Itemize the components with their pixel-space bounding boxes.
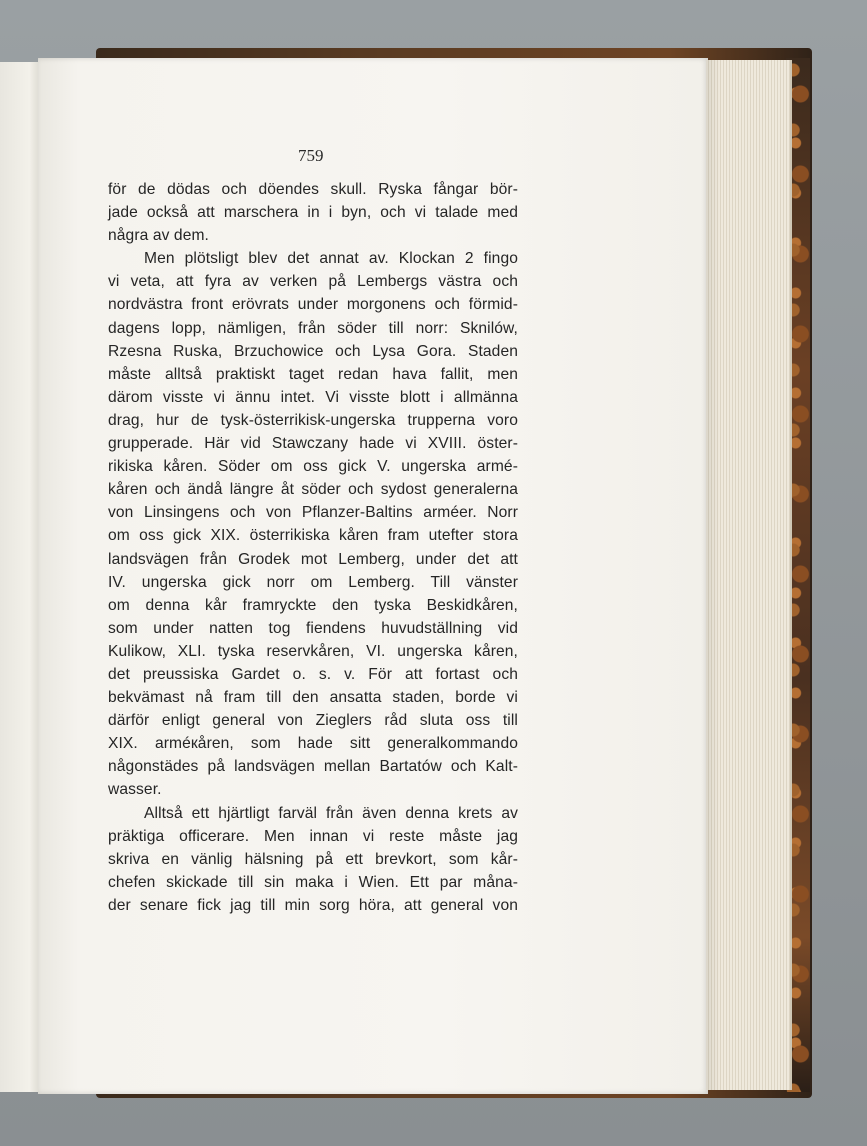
body-text (108, 178, 518, 917)
text-line: der senare fick jag till min sorg höra, att general von (108, 896, 518, 914)
text-line: präktiga officerare. Men innan vi reste måste jag (108, 827, 518, 845)
text-line: måste alltså praktiskt taget redan hava fallit, men (108, 365, 518, 383)
text-line: wasser. (108, 781, 162, 799)
text-line: Kulikow, XLI. tyska reservkåren, VI. ungerska kåren, (108, 642, 518, 660)
text-line: von Linsingens och von Pflanzer-Baltins arméer. Norr (108, 504, 518, 522)
text-line: Alltså ett hjärtligt farväl från även denna krets av (144, 804, 518, 822)
page-gutter-shade (706, 60, 720, 1090)
text-line: jade också att marschera in i byn, och vi talade med (108, 204, 518, 222)
text-line: för de dödas och döendes skull. Ryska fångar bör- (108, 181, 518, 198)
text-line: XIX. arméкåren, som hade sitt generalkommando (108, 735, 518, 753)
text-line: landsvägen från Grodek mot Lemberg, under det att (108, 550, 518, 568)
text-line: därom visste vi ännu intet. Vi visste blott i allmänna (108, 388, 518, 406)
text-line: rikiska kåren. Söder om oss gick V. ungerska armé- (108, 458, 518, 476)
text-line: skriva en vänlig hälsning på ett brevkort, som kår- (108, 850, 518, 868)
text-line: kåren och ändå längre åt söder och sydost generalerna (108, 481, 518, 499)
left-page-edge (0, 62, 43, 1092)
text-line: Rzesna Ruska, Brzuchowice och Lysa Gora. Staden (108, 342, 518, 360)
text-line: IV. ungerska gick norr om Lemberg. Till vänster (108, 573, 518, 591)
text-line: därför enligt general von Zieglers råd sluta oss till (108, 712, 518, 730)
text-line: vi veta, att fyra av verken på Lembergs västra och (108, 273, 518, 291)
text-line: det preussiska Gardet o. s. v. För att fortast och (108, 665, 518, 683)
text-line: som under natten tog fiendens huvudställning vid (108, 619, 518, 637)
text-line: grupperade. Här vid Stawczany hade vi XVIII. öster- (108, 435, 518, 453)
text-line: chefen skickade till sin maka i Wien. Ett par måna- (108, 873, 518, 891)
text-line: om oss gick XIX. österrikiska kåren fram utefter stora (108, 527, 518, 545)
page-number: 759 (298, 146, 324, 165)
text-line: Men plötsligt blev det annat av. Klockan 2 fingo (144, 250, 518, 268)
text-line: dagens lopp, nämligen, från söder till norr: Sknilów, (108, 319, 518, 337)
text-line: någonstädes på landsvägen mellan Bartatów och Kalt- (108, 758, 518, 776)
text-line: några av dem. (108, 227, 209, 245)
text-line: drag, hur de tysk-österrikisk-ungerska trupperna voro (108, 411, 518, 429)
text-line: nordvästra front erövrats under morgonens och förmid- (108, 296, 518, 314)
text-line: bekvämast nå fram till den ansatta staden, borde vi (108, 689, 518, 707)
text-line: om denna kår framryckte den tyska Beskidkåren, (108, 596, 518, 614)
